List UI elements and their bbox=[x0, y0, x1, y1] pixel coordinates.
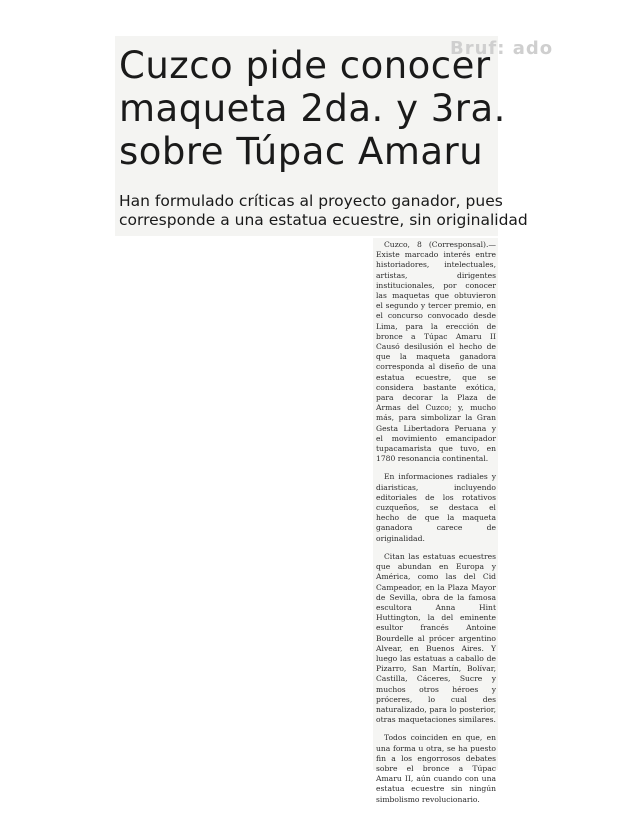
bleed-through-text: Bruf: ado bbox=[450, 38, 554, 59]
subheadline bbox=[119, 192, 528, 230]
headline bbox=[119, 44, 506, 173]
subheadline-line: Han formulado críticas al proyecto ganador, pues bbox=[119, 192, 503, 210]
article-body bbox=[376, 240, 496, 813]
headline-line: Cuzco pide conocer bbox=[119, 44, 491, 87]
article-paragraph: Citan las estatuas ecuestres que abundan en Europa y América, como las del Cid Campeador, en la Plaza Mayor de Sevilla, obra de la famosa escultora Anna Hint Huttington, la del eminente esultor francés Antoine Bourdelle al prócer argentino Alvear, en Buenos Aires. Y luego las estatuas a caballo de Pizarro, San Martín, Bolívar, Castilla, Cáceres, Sucre y muchos otros héroes y próceres, lo cual des naturalizado, para lo posterior, otras maquetaciones similares. bbox=[376, 551, 496, 725]
headline-line: sobre Túpac Amaru bbox=[119, 130, 484, 173]
article-paragraph: Cuzco, 8 (Corresponsal).— Existe marcado interés entre historiadores, intelectuales, artistas, dirigentes institucionales, por conocer las maquetas que obtuvieron el segundo y tercer premio, en el concurso convocado desde Lima, para la erección de bronce a Túpac Amaru II Causó desilusión el hecho de que la maqueta ganadora corresponda al diseño de una estatua ecuestre, que se considera bastante exótica, para decorar la Plaza de Armas del Cuzco; y, mucho más, para simbolizar la Gran Gesta Libertadora Peruana y el movimiento emancipador tupacamarista que tuvo, en 1780 resonancia continental. bbox=[376, 240, 496, 464]
headline-line: maqueta 2da. y 3ra. bbox=[119, 87, 506, 130]
article-paragraph: En informaciones radiales y diaristicas, incluyendo editoriales de los rotativos cuzqueños, se destaca el hecho de que la maqueta ganadora carece de originalidad. bbox=[376, 472, 496, 543]
article-paragraph: Todos coinciden en que, en una forma u otra, se ha puesto fin a los engorrosos debates sobre el bronce a Túpac Amaru II, aún cuando con una estatua ecuestre sin ningún simbolismo revolucionario. bbox=[376, 733, 496, 804]
subheadline-line: corresponde a una estatua ecuestre, sin originalidad bbox=[119, 211, 528, 229]
